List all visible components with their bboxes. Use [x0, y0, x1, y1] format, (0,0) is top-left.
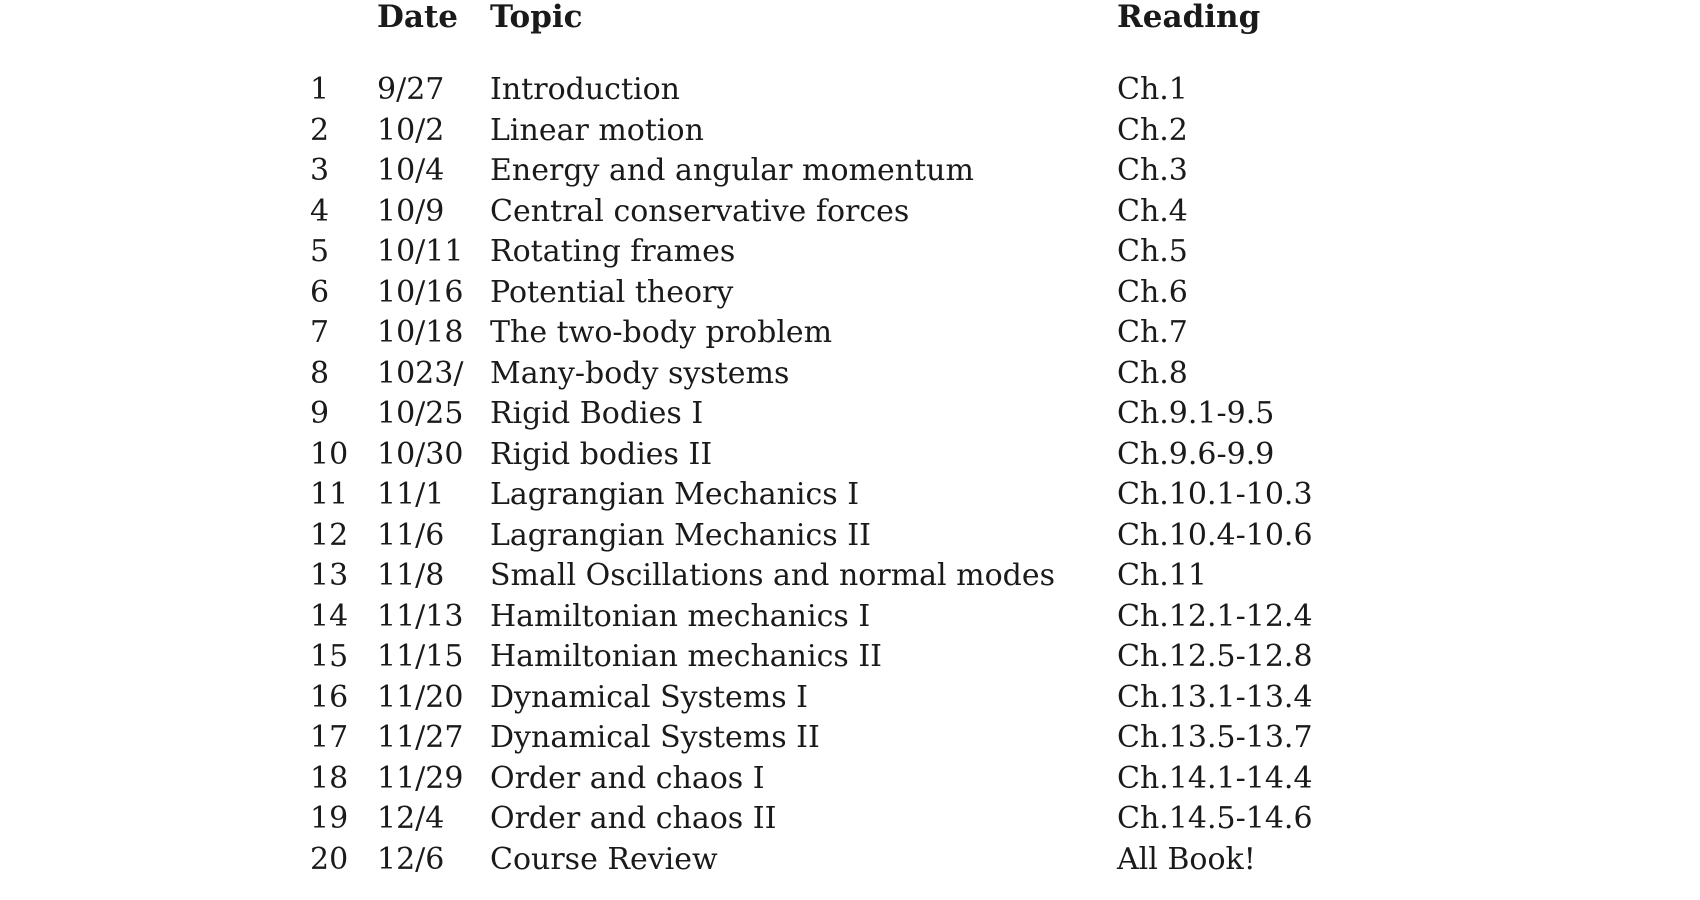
lecture-date: 9/27 [377, 72, 445, 107]
table-header [0, 0, 1700, 37]
lecture-reading: Ch.12.1-12.4 [1117, 598, 1313, 634]
lecture-date: 11/1 [377, 477, 445, 512]
lecture-topic: Many-body systems [490, 355, 790, 391]
lecture-topic: Course Review [490, 841, 718, 877]
lecture-number: 14 [310, 598, 349, 634]
lecture-number: 7 [310, 315, 330, 350]
lecture-date: 11/13 [377, 598, 464, 634]
lecture-reading: Ch.14.1-14.4 [1117, 760, 1313, 796]
lecture-number: 13 [310, 558, 349, 593]
lecture-date: 10/16 [377, 274, 464, 310]
lecture-reading: Ch.13.1-13.4 [1117, 679, 1313, 715]
lecture-reading: Ch.9.1-9.5 [1117, 396, 1275, 431]
lecture-date: 11/27 [377, 720, 464, 755]
lecture-reading: Ch.13.5-13.7 [1117, 720, 1313, 755]
header-reading: Reading [1117, 0, 1261, 35]
lecture-topic: Hamiltonian mechanics II [490, 639, 883, 674]
lecture-topic: Rotating frames [490, 234, 736, 269]
lecture-number: 20 [310, 841, 349, 877]
lecture-topic: Energy and angular momentum [490, 153, 974, 188]
table-row [0, 678, 1700, 718]
lecture-number: 1 [310, 72, 330, 107]
table-row [0, 556, 1700, 596]
table-row [0, 840, 1700, 880]
table-row [0, 516, 1700, 556]
table-row [0, 475, 1700, 515]
lecture-topic: The two-body problem [490, 315, 833, 350]
lecture-reading: Ch.11 [1117, 558, 1207, 593]
lecture-reading: Ch.9.6-9.9 [1117, 436, 1275, 472]
lecture-topic: Introduction [490, 72, 680, 107]
lecture-reading: Ch.10.4-10.6 [1117, 517, 1313, 553]
lecture-date: 10/18 [377, 315, 464, 350]
lecture-date: 11/6 [377, 517, 445, 553]
lecture-date: 12/6 [377, 841, 445, 877]
table-row [0, 354, 1700, 394]
lecture-reading: All Book! [1117, 841, 1256, 877]
lecture-number: 11 [310, 477, 349, 512]
header-topic: Topic [490, 0, 583, 35]
lecture-date: 10/25 [377, 396, 464, 431]
lecture-number: 2 [310, 112, 330, 148]
table-row [0, 394, 1700, 434]
lecture-number: 9 [310, 396, 330, 431]
table-row [0, 151, 1700, 191]
lecture-date: 10/30 [377, 436, 464, 472]
lecture-number: 10 [310, 436, 349, 472]
header-date: Date [377, 0, 459, 35]
lecture-date: 11/15 [377, 639, 464, 674]
table-row [0, 718, 1700, 758]
lecture-date: 1023/ [377, 355, 464, 391]
table-row [0, 273, 1700, 313]
lecture-number: 3 [310, 153, 330, 188]
lecture-topic: Rigid bodies II [490, 436, 713, 472]
lecture-date: 10/11 [377, 234, 464, 269]
lecture-reading: Ch.4 [1117, 193, 1188, 229]
lecture-reading: Ch.14.5-14.6 [1117, 801, 1313, 836]
lecture-number: 12 [310, 517, 349, 553]
lecture-number: 4 [310, 193, 330, 229]
table-row [0, 313, 1700, 353]
table-row [0, 232, 1700, 272]
lecture-reading: Ch.8 [1117, 355, 1188, 391]
table-row [0, 70, 1700, 110]
lecture-topic: Hamiltonian mechanics I [490, 598, 871, 634]
lecture-reading: Ch.5 [1117, 234, 1188, 269]
lecture-reading: Ch.7 [1117, 315, 1188, 350]
lecture-topic: Linear motion [490, 112, 704, 148]
lecture-number: 19 [310, 801, 349, 836]
lecture-reading: Ch.1 [1117, 72, 1188, 107]
lecture-date: 10/9 [377, 193, 445, 229]
lecture-date: 10/4 [377, 153, 445, 188]
table-row [0, 435, 1700, 475]
lecture-topic: Lagrangian Mechanics II [490, 517, 871, 553]
lecture-number: 17 [310, 720, 349, 755]
table-row [0, 759, 1700, 799]
lecture-topic: Small Oscillations and normal modes [490, 558, 1056, 593]
lecture-date: 12/4 [377, 801, 445, 836]
lecture-topic: Order and chaos I [490, 760, 765, 796]
lecture-date: 11/20 [377, 679, 464, 715]
lecture-topic: Rigid Bodies I [490, 396, 704, 431]
lecture-date: 11/8 [377, 558, 445, 593]
lecture-reading: Ch.6 [1117, 274, 1188, 310]
lecture-topic: Dynamical Systems II [490, 720, 820, 755]
lecture-reading: Ch.3 [1117, 153, 1188, 188]
lecture-reading: Ch.12.5-12.8 [1117, 639, 1313, 674]
lecture-topic: Lagrangian Mechanics I [490, 477, 860, 512]
lecture-number: 8 [310, 355, 330, 391]
lecture-date: 11/29 [377, 760, 464, 796]
lecture-topic: Potential theory [490, 274, 734, 310]
lecture-number: 6 [310, 274, 330, 310]
table-row [0, 111, 1700, 151]
table-row [0, 637, 1700, 677]
lecture-number: 18 [310, 760, 349, 796]
lecture-reading: Ch.10.1-10.3 [1117, 477, 1313, 512]
lecture-reading: Ch.2 [1117, 112, 1188, 148]
lecture-topic: Central conservative forces [490, 193, 910, 229]
lecture-topic: Order and chaos II [490, 801, 777, 836]
table-row [0, 192, 1700, 232]
lecture-number: 5 [310, 234, 330, 269]
table-row [0, 597, 1700, 637]
lecture-number: 15 [310, 639, 349, 674]
table-row [0, 799, 1700, 839]
lecture-topic: Dynamical Systems I [490, 679, 809, 715]
lecture-date: 10/2 [377, 112, 445, 148]
lecture-number: 16 [310, 679, 349, 715]
